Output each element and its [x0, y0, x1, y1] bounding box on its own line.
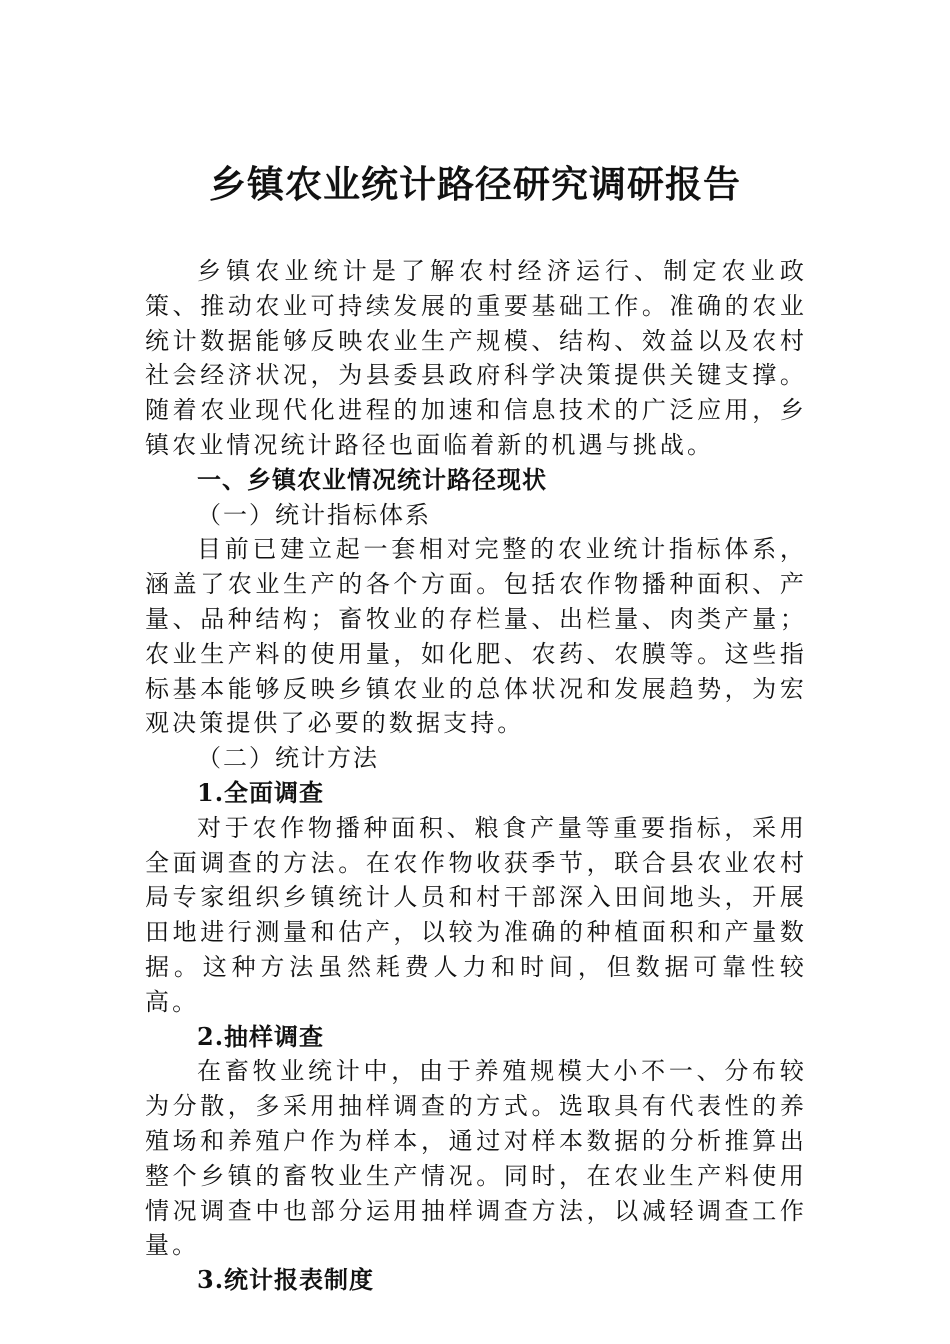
section-heading-status: 一、乡镇农业情况统计路径现状: [197, 464, 547, 494]
document-title: 乡镇农业统计路径研究调研报告: [209, 162, 741, 206]
subsection-heading-methods: （二）统计方法: [197, 744, 379, 773]
subsection-heading-indicators: （一）统计指标体系: [197, 500, 431, 529]
intro-paragraph: 乡镇农业统计是了解农村经济运行、制定农业政策、推动农业可持续发展的重要基础工作。准确的农业统计数据能够反映农业生产规模、结构、效益以及农村社会经济状况，为县委县政府科学决策提供关键支撑。随着农业现代化进程的加速和信息技术的广泛应用，乡镇农业情况统计路径也面临着新的机遇与挑战。: [145, 257, 807, 459]
method-heading-reporting: 3.统计报表制度: [197, 1265, 375, 1295]
method-heading-full-survey: 1.全面调查: [197, 777, 325, 807]
sampling-paragraph: 在畜牧业统计中，由于养殖规模大小不一、分布较为分散，多采用抽样调查的方式。选取具有代表性的养殖场和养殖户作为样本，通过对样本数据的分析推算出整个乡镇的畜牧业生产情况。同时，在农业生产料使用情况调查中也部分运用抽样调查方法，以减轻调查工作量。: [145, 1057, 807, 1260]
indicators-paragraph: 目前已建立起一套相对完整的农业统计指标体系，涵盖了农业生产的各个方面。包括农作物播种面积、产量、品种结构；畜牧业的存栏量、出栏量、肉类产量；农业生产料的使用量，如化肥、农药、农膜等。这些指标基本能够反映乡镇农业的总体状况和发展趋势，为宏观决策提供了必要的数据支持。: [145, 535, 807, 738]
full-survey-paragraph: 对于农作物播种面积、粮食产量等重要指标，采用全面调查的方法。在农作物收获季节，联合县农业农村局专家组织乡镇统计人员和村干部深入田间地头，开展田地进行测量和估产，以较为准确的种植面积和产量数据。这种方法虽然耗费人力和时间，但数据可靠性较高。: [145, 813, 807, 1016]
method-heading-sampling: 2.抽样调查: [197, 1021, 325, 1051]
document-body: [145, 254, 807, 1298]
